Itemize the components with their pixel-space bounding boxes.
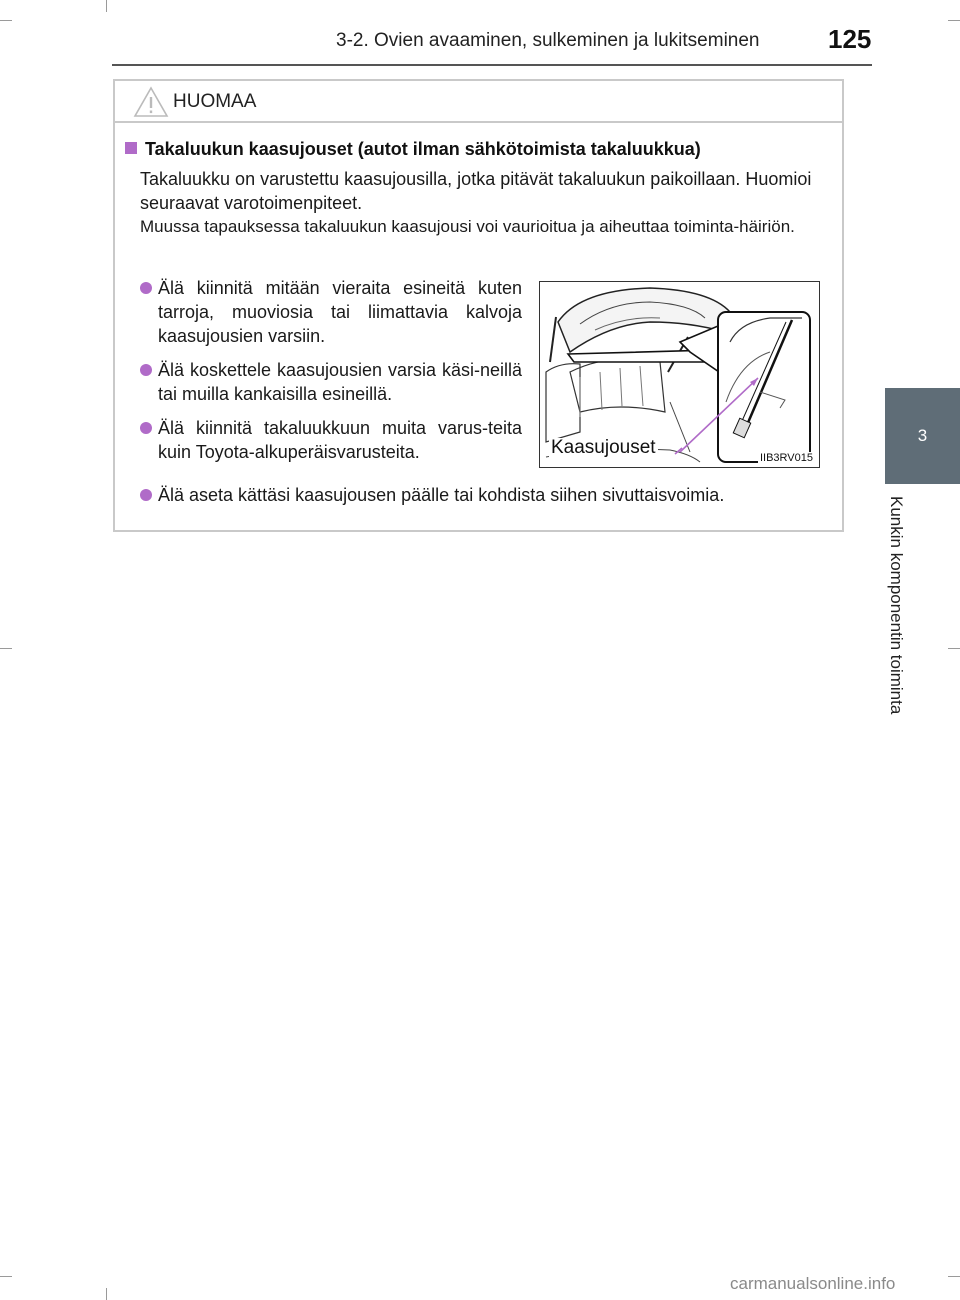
- crop-mark: [948, 648, 960, 649]
- chapter-title: Kunkin komponentin toiminta: [887, 496, 906, 715]
- chapter-title-container: [886, 496, 916, 766]
- bullet-text: Älä aseta kättäsi kaasujousen päälle tai kohdista siihen sivuttaisvoimia.: [158, 485, 725, 505]
- chapter-number: 3: [917, 426, 928, 445]
- bullet-list: [140, 276, 522, 474]
- header-divider: [112, 64, 872, 66]
- notice-header: [115, 81, 842, 123]
- crop-mark: [0, 648, 12, 649]
- gas-strut-illustration: [539, 281, 820, 468]
- crop-mark: [948, 20, 960, 21]
- notice-box: [113, 79, 844, 532]
- list-item: [140, 483, 840, 507]
- page-number: 125: [828, 24, 872, 54]
- warning-triangle-icon: [133, 86, 169, 118]
- figure-callout-label: Kaasujouset: [551, 437, 656, 458]
- bullet-dot-icon: [140, 489, 152, 501]
- subheading-text: Takaluukun kaasujouset (autot ilman sähkötoimista takaluukkua): [145, 139, 701, 159]
- crop-mark: [948, 1276, 960, 1277]
- bullet-text: Älä koskettele kaasujousien varsia käsi-neillä tai muilla kankaisilla esineillä.: [158, 360, 522, 404]
- site-watermark: carmanualsonline.info: [730, 1274, 896, 1293]
- crop-mark: [0, 20, 12, 21]
- list-item: [140, 416, 522, 464]
- bullet-text: Älä kiinnitä takaluukkuun muita varus-teita kuin Toyota-alkuperäisvarusteita.: [158, 418, 522, 462]
- crop-mark: [106, 0, 107, 12]
- notice-subheading: [125, 139, 701, 160]
- square-bullet-icon: [125, 142, 137, 154]
- consequence-paragraph: Muussa tapauksessa takaluukun kaasujousi voi vaurioitua ja aiheuttaa toiminta-häiriön.: [140, 217, 795, 236]
- bullet-dot-icon: [140, 364, 152, 376]
- crop-mark: [106, 1288, 107, 1300]
- figure-code: IIB3RV015: [759, 452, 813, 464]
- bullet-text: Älä kiinnitä mitään vieraita esineitä kuten tarroja, muoviosia tai liimattavia kalvoja kaasujousien varsiin.: [158, 278, 522, 346]
- list-item: [140, 276, 522, 348]
- bullet-dot-icon: [140, 282, 152, 294]
- list-item: [140, 358, 522, 406]
- notice-title: HUOMAA: [173, 91, 257, 112]
- bullet-dot-icon: [140, 422, 152, 434]
- crop-mark: [0, 1276, 12, 1277]
- section-title: 3-2. Ovien avaaminen, sulkeminen ja lukitseminen: [336, 30, 760, 51]
- intro-paragraph: Takaluukku on varustettu kaasujousilla, jotka pitävät takaluukun paikoillaan. Huomioi seuraavat varotoimenpiteet.: [140, 169, 812, 213]
